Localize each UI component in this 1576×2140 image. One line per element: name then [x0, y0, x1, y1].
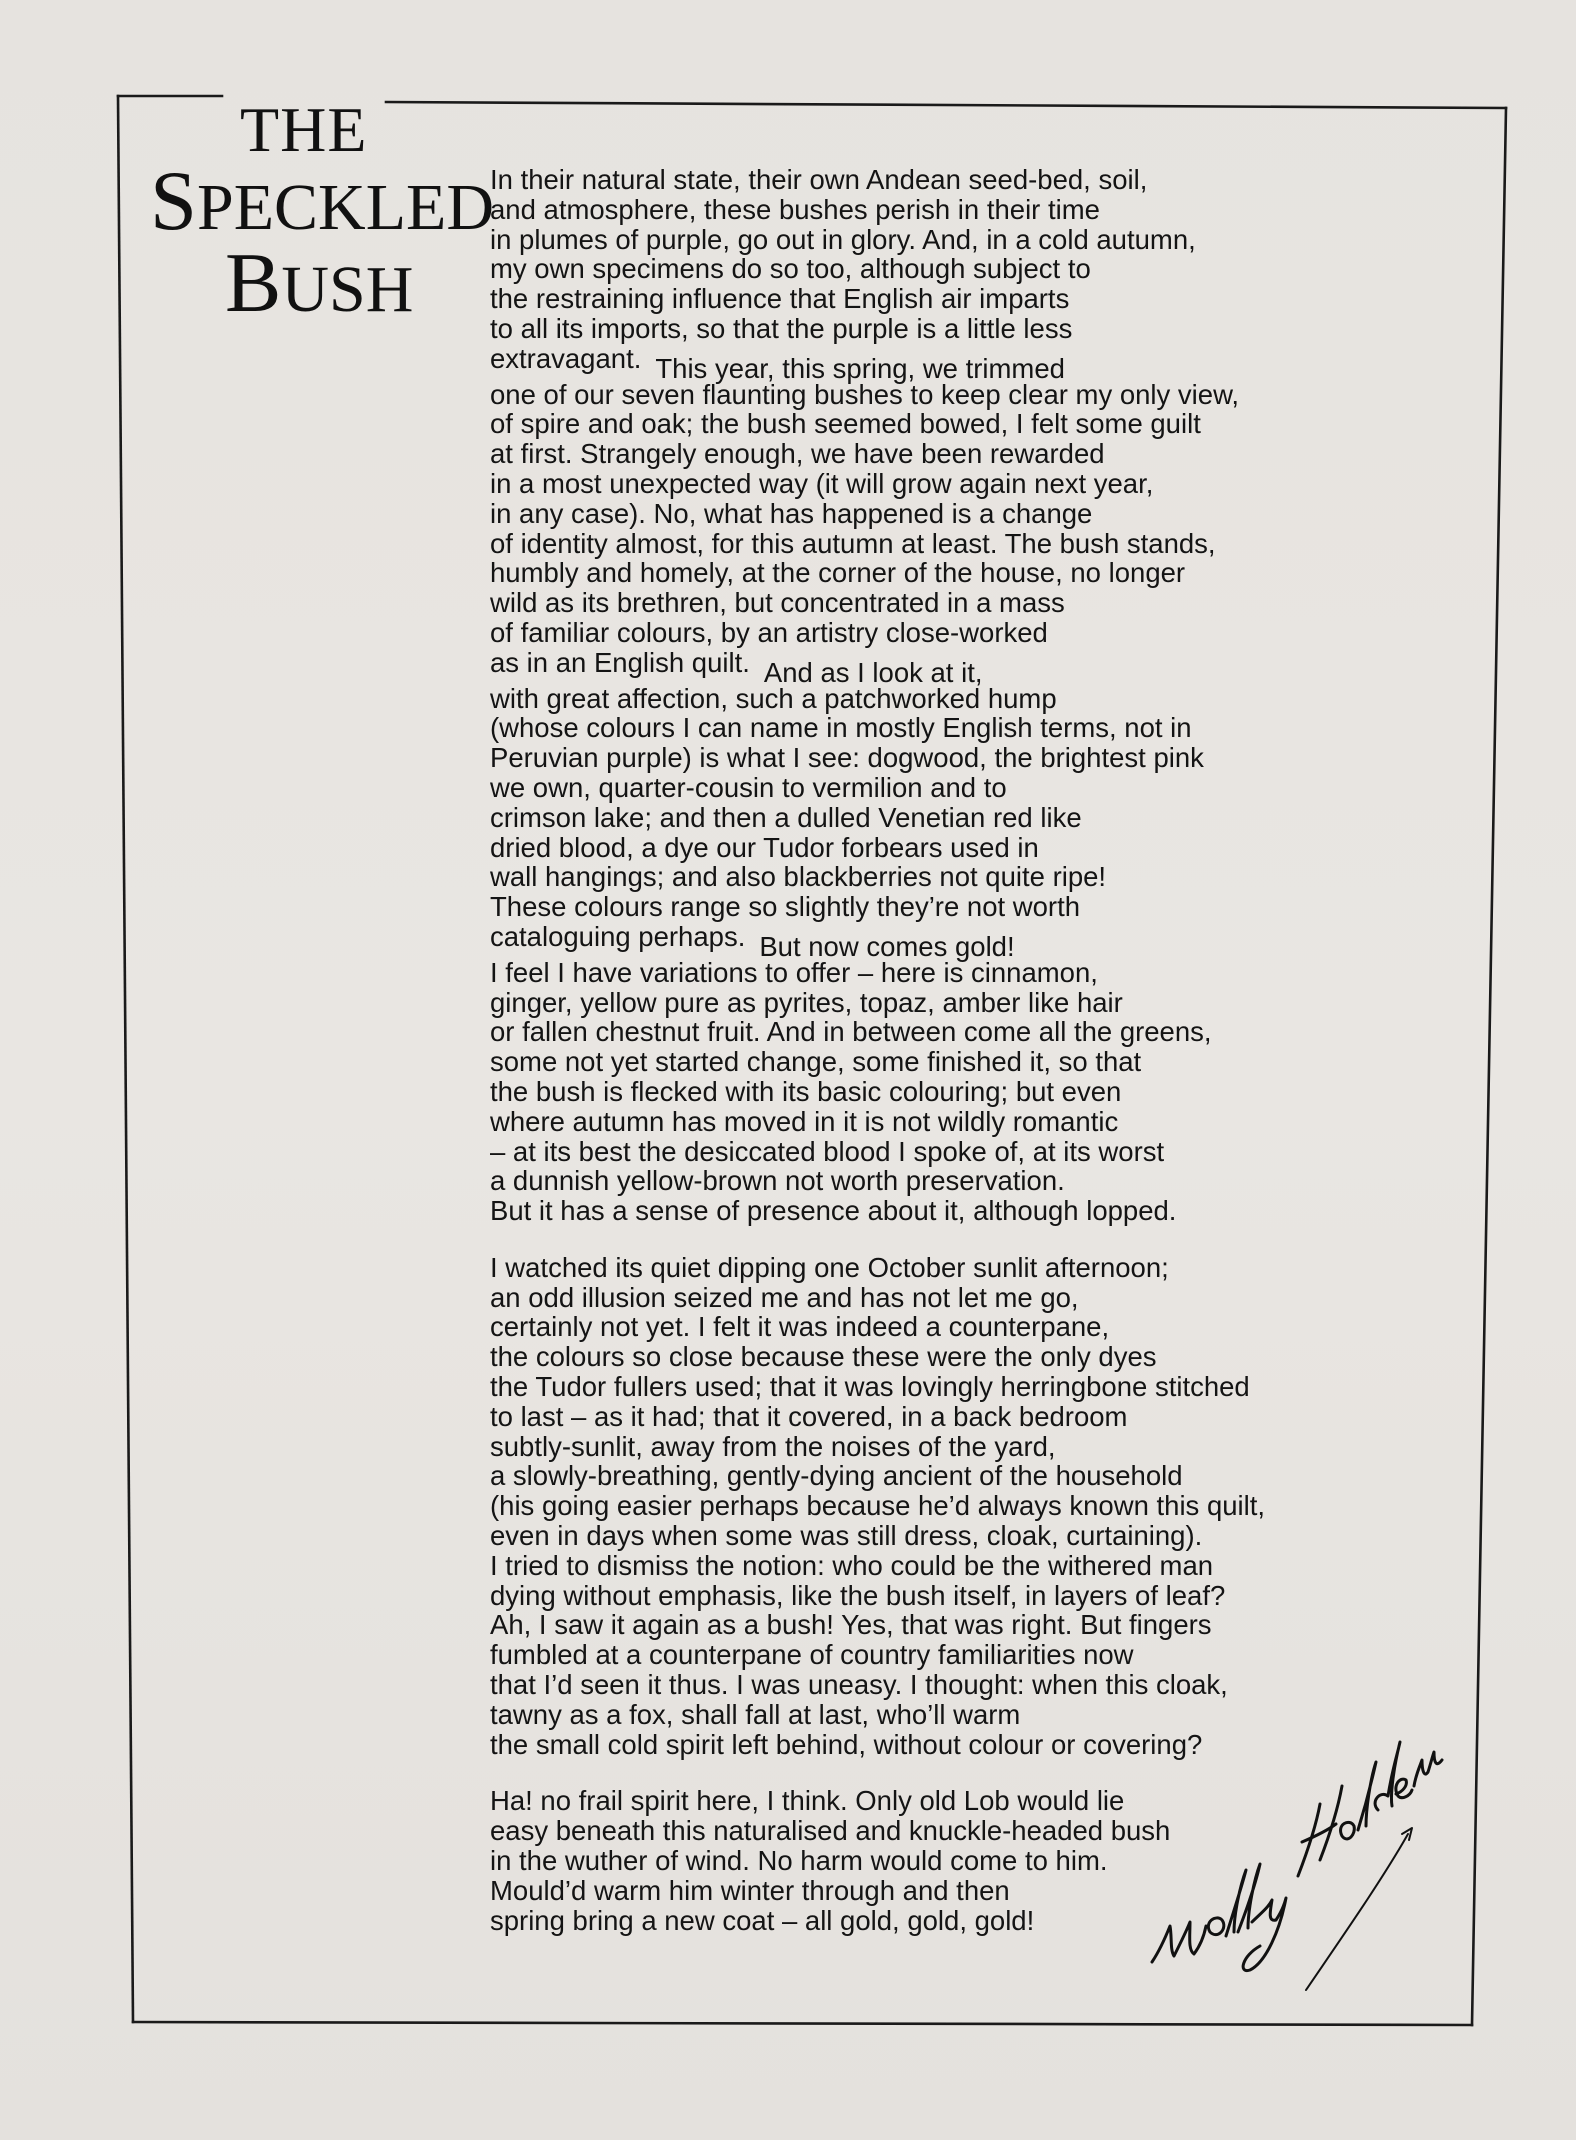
poem-line-text: some not yet started change, some finished it, so that [490, 1046, 1142, 1078]
poem-line-text: a dunnish yellow-brown not worth preservation. [490, 1165, 1065, 1197]
poem-line [490, 618, 1330, 648]
poem-line [490, 254, 1330, 284]
poem-line [490, 1017, 1330, 1047]
poem-line: in the wuther of wind. No harm would come to him. [490, 1845, 1108, 1877]
poem-line-text: extravagant. [490, 342, 642, 374]
poem-line-text: These colours range so slightly they’re not worth [490, 891, 1081, 923]
poem-line-text: in any case). No, what has happened is a change [490, 497, 1093, 529]
poem-line-text: cataloguing perhaps. [490, 920, 746, 952]
poem-line-continuation: And as I look at it, [763, 656, 983, 688]
poem-line [490, 713, 1330, 743]
title-word-speckled-text [150, 155, 494, 248]
poem-line: an odd illusion seized me and has not let me go, [490, 1281, 1079, 1313]
poem-line [490, 988, 1330, 1018]
poem-line: spring bring a new coat – all gold, gold, gold! [490, 1904, 1035, 1936]
poem-line-text: Peruvian purple) is what I see: dogwood, the brightest pink [490, 742, 1204, 774]
poem-line: certainly not yet. I felt it was indeed a counterpane, [490, 1311, 1110, 1343]
poem-line: Mould’d warm him winter through and then [490, 1874, 1010, 1906]
poem-line [490, 165, 1330, 195]
poem-line-continuation: This year, this spring, we trimmed [655, 352, 1065, 384]
poem-line-text: where autumn has moved in it is not wildly romantic [490, 1105, 1119, 1137]
poem-line [490, 1137, 1330, 1167]
poem-line-text: humbly and homely, at the corner of the house, no longer [490, 557, 1186, 589]
poem-line-text: my own specimens do so too, although subject to [490, 253, 1091, 285]
poem-line [490, 920, 1330, 962]
poem-line [490, 684, 1330, 714]
title-word-bush [150, 237, 480, 331]
poem-line-text: or fallen chestnut fruit. And in between come all the greens, [490, 1016, 1212, 1048]
poem-line: (his going easier perhaps because he’d always known this quilt, [490, 1490, 1266, 1522]
poem-line [490, 409, 1330, 439]
poem-line-text: wall hangings; and also blackberries not quite ripe! [490, 861, 1107, 893]
poem-line-text: one of our seven flaunting bushes to keep clear my only view, [490, 378, 1240, 410]
poem-line: the colours so close because these were the only dyes [490, 1341, 1157, 1373]
poem-line: the small cold spirit left behind, without colour or covering? [490, 1728, 1203, 1760]
poem-line-text: of identity almost, for this autumn at least. The bush stands, [490, 527, 1216, 559]
poem-line [490, 1047, 1330, 1077]
author-signature [1130, 1700, 1450, 2000]
poem-line [490, 1107, 1330, 1137]
poem-stanza-1 [490, 165, 1330, 1226]
poem-line [490, 284, 1330, 314]
poem-line: Ah, I saw it again as a bush! Yes, that was right. But fingers [490, 1609, 1212, 1641]
poem-line: that I’d seen it thus. I was uneasy. I thought: when this cloak, [490, 1669, 1228, 1701]
poem-stanza-2 [490, 1253, 1330, 1760]
title-rest-letters: USH [281, 253, 414, 327]
poem-line [490, 1077, 1330, 1107]
poem-line-continuation: But now comes gold! [759, 930, 1015, 962]
poem-line: subtly-sunlit, away from the noises of the yard, [490, 1430, 1056, 1462]
poem-line: a slowly-breathing, gently-dying ancient of the household [490, 1460, 1183, 1492]
poem-line: I tried to dismiss the notion: who could be the withered man [490, 1549, 1214, 1581]
poem-line [490, 892, 1330, 922]
poem-line: the Tudor fullers used; that it was lovingly herringbone stitched [490, 1371, 1250, 1403]
poem-line-text: the restraining influence that English air imparts [490, 283, 1070, 315]
title-initial-letter: B [225, 237, 282, 331]
poem-line-text: wild as its brethren, but concentrated in a mass [490, 587, 1065, 619]
poem-line-text: the bush is flecked with its basic colouring; but even [490, 1075, 1122, 1107]
poem-line [490, 1166, 1330, 1196]
poem-line-text: of familiar colours, by an artistry close-worked [490, 616, 1048, 648]
poem-line [490, 469, 1330, 499]
poem-line-text: ginger, yellow pure as pyrites, topaz, amber like hair [490, 986, 1123, 1018]
poem-line [490, 225, 1330, 255]
poem-line-text: dried blood, a dye our Tudor forbears used in [490, 831, 1039, 863]
poem-line [490, 588, 1330, 618]
poem-line-text: crimson lake; and then a dulled Venetian red like [490, 801, 1082, 833]
poem-line-text: of spire and oak; the bush seemed bowed, I felt some guilt [490, 408, 1201, 440]
poem-line [490, 342, 1330, 384]
poem-line [490, 195, 1330, 225]
poem-line [490, 833, 1330, 863]
title-initial-letter: S [150, 155, 197, 248]
poem-line: tawny as a fox, shall fall at last, who’ll warm [490, 1698, 1021, 1730]
title-word-the: THE [240, 94, 368, 165]
poem-line: easy beneath this naturalised and knuckle-headed bush [490, 1815, 1171, 1847]
poem-line: fumbled at a counterpane of country familiarities now [490, 1639, 1134, 1671]
poem-body [490, 165, 1330, 1935]
poem-line-text: to all its imports, so that the purple is a little less [490, 312, 1073, 344]
poem-line-text: at first. Strangely enough, we have been rewarded [490, 438, 1105, 470]
poem-line [490, 958, 1330, 988]
poem-line-text: with great affection, such a patchworked hump [490, 682, 1057, 714]
poem-line [490, 380, 1330, 410]
poem-line [490, 803, 1330, 833]
poem-line [490, 646, 1330, 688]
poem-line [490, 314, 1330, 344]
poem-line [490, 529, 1330, 559]
poem-line [490, 439, 1330, 469]
poem-line-text: we own, quarter-cousin to vermilion and to [490, 771, 1007, 803]
poem-line [490, 499, 1330, 529]
poem-line [490, 743, 1330, 773]
poem-line: I watched its quiet dipping one October sunlit afternoon; [490, 1251, 1169, 1283]
poem-line: Ha! no frail spirit here, I think. Only old Lob would lie [490, 1785, 1125, 1817]
title-word-speckled [150, 155, 494, 248]
poem-line-text: as in an English quilt. [490, 646, 750, 678]
poem-line-text: in a most unexpected way (it will grow again next year, [490, 467, 1154, 499]
title-rest-letters: PECKLED [196, 171, 494, 244]
poem-line [490, 862, 1330, 892]
poem-line-text: in plumes of purple, go out in glory. And, in a cold autumn, [490, 223, 1196, 255]
poem-line: to last – as it had; that it covered, in a back bedroom [490, 1400, 1128, 1432]
poem-line-text: But it has a sense of presence about it, although lopped. [490, 1195, 1177, 1227]
poem-line: dying without emphasis, like the bush itself, in layers of leaf? [490, 1579, 1226, 1611]
poem-line-text: I feel I have variations to offer – here is cinnamon, [490, 956, 1098, 988]
poem-line-text: – at its best the desiccated blood I spoke of, at its worst [490, 1135, 1165, 1167]
poem-line: even in days when some was still dress, cloak, curtaining). [490, 1520, 1203, 1552]
poem-line-text: and atmosphere, these bushes perish in their time [490, 193, 1100, 225]
poem-line [490, 1196, 1330, 1226]
poem-line-text: In their natural state, their own Andean seed-bed, soil, [490, 164, 1148, 195]
poem-title [150, 94, 494, 331]
poem-line-text: (whose colours I can name in mostly English terms, not in [490, 712, 1192, 744]
poem-line [490, 558, 1330, 588]
poem-line [490, 773, 1330, 803]
